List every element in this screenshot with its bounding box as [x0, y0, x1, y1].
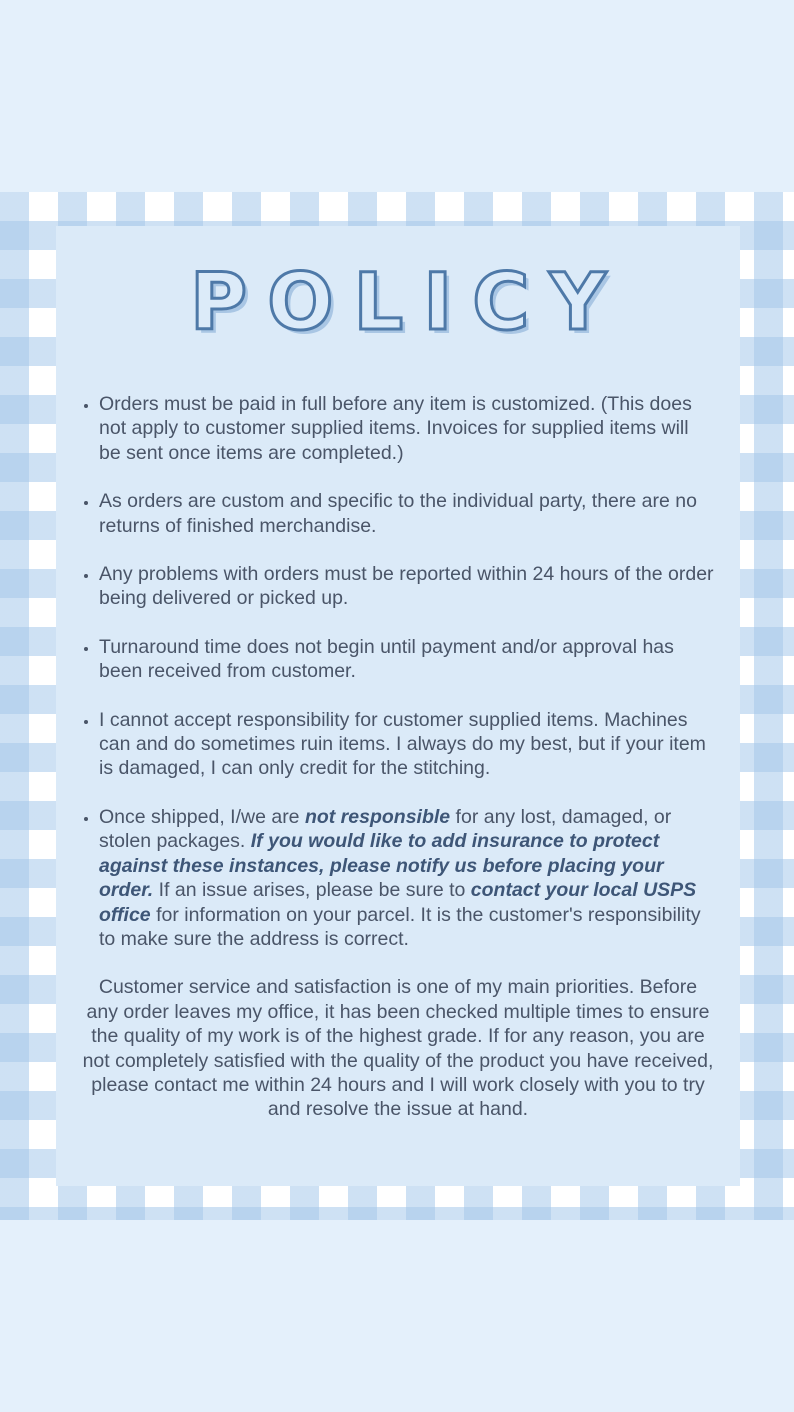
insurance-note: If you would like to add insurance to protect against these instances, please notify us before placing your order.: [99, 830, 664, 902]
policy-list: [56, 392, 740, 951]
contact-usps-emphasis: contact your local USPS office: [99, 879, 697, 926]
policy-item-problems: • Any problems with orders must be reported within 24 hours of the order being delivered or picked up.: [99, 562, 714, 611]
policy-item-turnaround: • Turnaround time does not begin until payment and/or approval has been received from customer.: [99, 635, 714, 684]
shipping-issue-text: If an issue arises, please be sure to: [153, 879, 471, 902]
shipping-closing: for information on your parcel. It is the customer's responsibility to make sure the address is correct.: [99, 903, 701, 950]
shipping-intro: Once shipped, I/we are: [99, 805, 305, 828]
page-title: POLICY: [190, 258, 626, 348]
policy-card: [56, 226, 740, 1186]
not-responsible-emphasis: not responsible: [304, 805, 451, 828]
shipping-lost-packages: for any lost, damaged, or stolen packages.: [99, 805, 672, 853]
policy-item-shipping: [99, 805, 714, 951]
closing-paragraph: Customer service and satisfaction is one of my main priorities. Before any order leaves my office, it has been checked multiple times to ensure the quality of my work is of the highest grade. If for any reason, you are not completely satisfied with the quality of the product you have received, please contact me within 24 hours and I will work closely with you to try and resolve the issue at hand.: [82, 976, 714, 1121]
policy-item-supplied-items: • I cannot accept responsibility for customer supplied items. Machines can and do sometimes ruin items. I always do my best, but if your item is damaged, I can only credit for the stitching.: [99, 708, 714, 781]
policy-item-returns: • As orders are custom and specific to the individual party, there are no returns of finished merchandise.: [99, 489, 714, 538]
policy-item-payment: • Orders must be paid in full before any item is customized. (This does not apply to customer supplied items. Invoices for supplied items will be sent once items are completed.): [99, 392, 714, 465]
